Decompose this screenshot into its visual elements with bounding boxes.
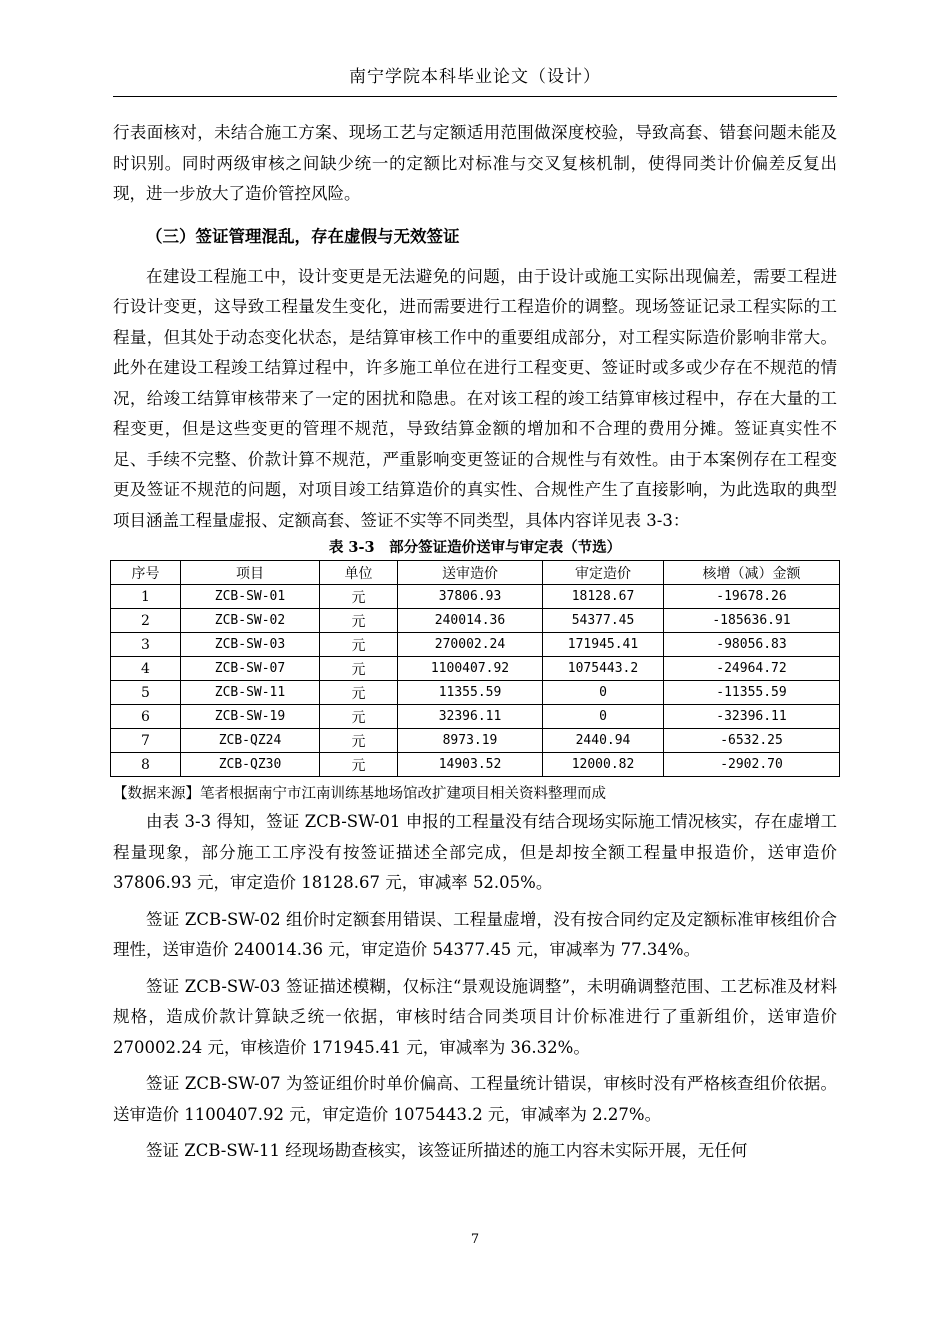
- cell-index: 3: [111, 633, 181, 657]
- cell-approved: 0: [543, 681, 664, 705]
- paragraph-analysis-3: 签证 ZCB-SW-03 签证描述模糊，仅标注“景观设施调整”，未明确调整范围、工艺标准及材料规格，造成价款计算缺乏统一依据，审核时结合同类项目计价标准进行了重新组价，送审造价 270002.24 元，审核造价 171945.41 元，审减率为 36.32%。: [113, 976, 837, 1057]
- table-row: [111, 753, 840, 777]
- cell-difference: -2902.70: [664, 753, 840, 777]
- visa-cost-table: [110, 560, 840, 777]
- paragraph-analysis-5: 签证 ZCB-SW-11 经现场勘查核实，该签证所描述的施工内容未实际开展，无任何: [146, 1141, 748, 1160]
- cell-item: ZCB-SW-02: [181, 609, 320, 633]
- cell-submitted: 270002.24: [398, 633, 543, 657]
- cell-item: ZCB-QZ30: [181, 753, 320, 777]
- col-header-difference: 核增（减）金额: [664, 561, 840, 585]
- table-row: [111, 705, 840, 729]
- cell-approved: 12000.82: [543, 753, 664, 777]
- col-header-unit: 单位: [320, 561, 398, 585]
- col-header-index: 序号: [111, 561, 181, 585]
- cell-index: 5: [111, 681, 181, 705]
- paragraph-continued: 行表面核对，未结合施工方案、现场工艺与定额适用范围做深度校验，导致高套、错套问题未能及时识别。同时两级审核之间缺少统一的定额比对标准与交叉复核机制，使得同类计价偏差反复出现，进一步放大了造价管控风险。: [113, 123, 837, 203]
- table-source-note: 【数据来源】笔者根据南宁市江南训练基地场馆改扩建项目相关资料整理而成: [113, 786, 606, 802]
- cell-approved: 0: [543, 705, 664, 729]
- cell-unit: 元: [320, 633, 398, 657]
- table-header-row: [111, 561, 840, 585]
- cell-approved: 54377.45: [543, 609, 664, 633]
- cell-item: ZCB-SW-19: [181, 705, 320, 729]
- cell-approved: 171945.41: [543, 633, 664, 657]
- cell-submitted: 8973.19: [398, 729, 543, 753]
- cell-submitted: 14903.52: [398, 753, 543, 777]
- cell-unit: 元: [320, 753, 398, 777]
- paragraph-analysis-4: 签证 ZCB-SW-07 为签证组价时单价偏高、工程量统计错误，审核时没有严格核查组价依据。送审造价 1100407.92 元，审定造价 1075443.2 元，审减率为 2.27%。: [113, 1074, 837, 1124]
- cell-difference: -11355.59: [664, 681, 840, 705]
- cell-index: 2: [111, 609, 181, 633]
- cell-unit: 元: [320, 729, 398, 753]
- cell-submitted: 240014.36: [398, 609, 543, 633]
- cell-submitted: 11355.59: [398, 681, 543, 705]
- cell-unit: 元: [320, 585, 398, 609]
- col-header-item: 项目: [181, 561, 320, 585]
- paragraph-analysis-2: 签证 ZCB-SW-02 组价时定额套用错误、工程量虚增，没有按合同约定及定额标准审核组价合理性，送审造价 240014.36 元，审定造价 54377.45 元，审减率为 77.34%。: [113, 909, 837, 959]
- cell-difference: -185636.91: [664, 609, 840, 633]
- cell-index: 7: [111, 729, 181, 753]
- cell-approved: 1075443.2: [543, 657, 664, 681]
- cell-item: ZCB-SW-11: [181, 681, 320, 705]
- cell-index: 6: [111, 705, 181, 729]
- cell-unit: 元: [320, 681, 398, 705]
- cell-unit: 元: [320, 705, 398, 729]
- cell-difference: -98056.83: [664, 633, 840, 657]
- col-header-submitted: 送审造价: [398, 561, 543, 585]
- cell-difference: -32396.11: [664, 705, 840, 729]
- table-row: [111, 657, 840, 681]
- cell-index: 1: [111, 585, 181, 609]
- cell-item: ZCB-QZ24: [181, 729, 320, 753]
- table-caption: 表 3-3 部分签证造价送审与审定表（节选）: [328, 539, 622, 556]
- page-content: [113, 118, 837, 1167]
- col-header-approved: 审定造价: [543, 561, 664, 585]
- table-row: [111, 633, 840, 657]
- cell-submitted: 32396.11: [398, 705, 543, 729]
- table-row: [111, 729, 840, 753]
- cell-unit: 元: [320, 657, 398, 681]
- paragraph-analysis-1: 由表 3-3 得知，签证 ZCB-SW-01 申报的工程量没有结合现场实际施工情况核实，存在虚增工程量现象，部分施工工序没有按签证描述全部完成，但是却按全额工程量申报造价，送审造价 37806.93 元，审定造价 18128.67 元，审减率 52.05%。: [113, 812, 837, 892]
- cell-approved: 2440.94: [543, 729, 664, 753]
- cell-submitted: 1100407.92: [398, 657, 543, 681]
- cell-index: 4: [111, 657, 181, 681]
- cell-item: ZCB-SW-07: [181, 657, 320, 681]
- table-row: [111, 609, 840, 633]
- section-heading: （三）签证管理混乱，存在虚假与无效签证: [146, 226, 460, 246]
- cell-difference: -6532.25: [664, 729, 840, 753]
- table-row: [111, 681, 840, 705]
- page-header: [113, 62, 837, 97]
- cell-difference: -19678.26: [664, 585, 840, 609]
- cell-item: ZCB-SW-01: [181, 585, 320, 609]
- header-title: 南宁学院本科毕业论文（设计）: [349, 67, 601, 87]
- cell-index: 8: [111, 753, 181, 777]
- cell-difference: -24964.72: [664, 657, 840, 681]
- table-row: [111, 585, 840, 609]
- cell-submitted: 37806.93: [398, 585, 543, 609]
- page-number: 7: [470, 1232, 480, 1247]
- paragraph-main: 在建设工程施工中，设计变更是无法避免的问题，由于设计或施工实际出现偏差，需要工程进行设计变更，这导致工程量发生变化，进而需要进行工程造价的调整。现场签证记录工程实际的工程量，但其处于动态变化状态，是结算审核工作中的重要组成部分，对工程实际造价影响非常大。此外在建设工程竣工结算过程中，许多施工单位在进行工程变更、签证时或多或少存在不规范的情况，给竣工结算审核带来了一定的困扰和隐患。在对该工程的竣工结算审核过程中，存在大量的工程变更，但是这些变更的管理不规范，导致结算金额的增加和不合理的费用分摊。签证真实性不足、手续不完整、价款计算不规范，严重影响变更签证的合规性与有效性。由于本案例存在工程变更及签证不规范的问题，对项目竣工结算造价的真实性、合规性产生了直接影响，为此选取的典型项目涵盖工程量虚报、定额高套、签证不实等不同类型，具体内容详见表 3-3：: [113, 266, 837, 530]
- cell-approved: 18128.67: [543, 585, 664, 609]
- cell-unit: 元: [320, 609, 398, 633]
- cell-item: ZCB-SW-03: [181, 633, 320, 657]
